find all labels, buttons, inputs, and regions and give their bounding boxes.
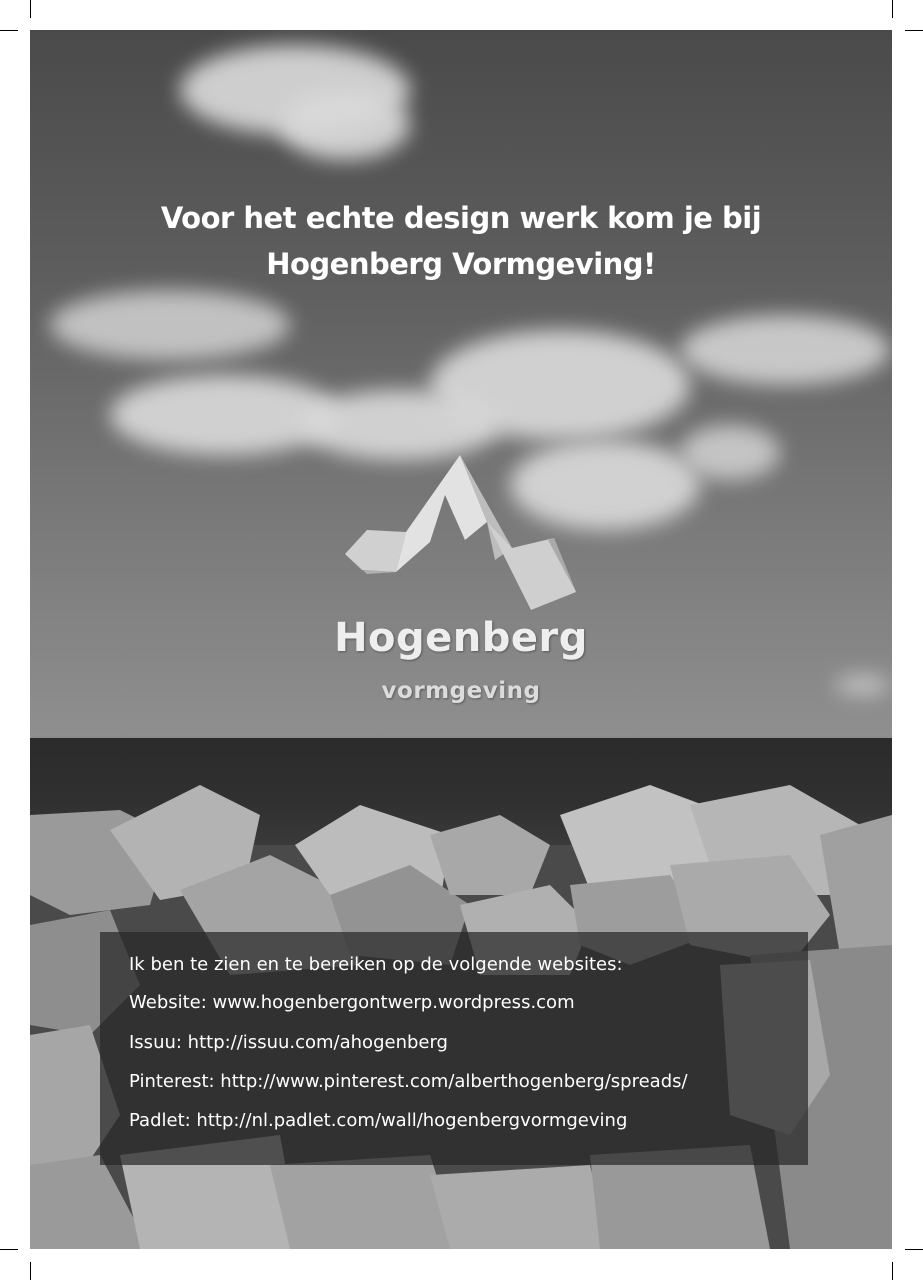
crop-mark	[892, 1262, 893, 1280]
cloud	[280, 90, 410, 160]
info-issuu-link[interactable]: Issuu: http://issuu.com/ahogenberg	[129, 1032, 448, 1053]
mountain-chevron-logo-icon	[340, 450, 580, 615]
headline-line-1: Voor het echte design werk kom je bij	[160, 201, 762, 235]
headline	[30, 195, 892, 287]
info-website-link[interactable]: Website: www.hogenbergontwerp.wordpress.com	[129, 992, 575, 1013]
info-padlet-link[interactable]: Padlet: http://nl.padlet.com/wall/hogenbergvormgeving	[129, 1110, 628, 1131]
brand-tagline: vormgeving	[381, 678, 541, 704]
cloud	[680, 315, 890, 385]
crop-mark	[30, 1262, 31, 1280]
cloud	[680, 425, 780, 480]
crop-mark	[892, 0, 893, 18]
brand-name: Hogenberg	[334, 615, 588, 661]
cloud	[50, 290, 290, 360]
contact-info-box	[100, 932, 808, 1165]
cloud	[430, 330, 690, 440]
headline-line-2: Hogenberg Vormgeving!	[266, 247, 656, 281]
crop-mark	[30, 0, 31, 18]
poster	[30, 30, 892, 1249]
horizon-line	[30, 736, 892, 738]
crop-mark	[905, 1249, 923, 1250]
info-intro: Ik ben te zien en te bereiken op de volgende websites:	[129, 954, 623, 975]
info-pinterest-link[interactable]: Pinterest: http://www.pinterest.com/alberthogenberg/spreads/	[129, 1071, 688, 1092]
crop-mark	[0, 1249, 18, 1250]
crop-mark	[0, 30, 18, 31]
crop-mark	[905, 30, 923, 31]
